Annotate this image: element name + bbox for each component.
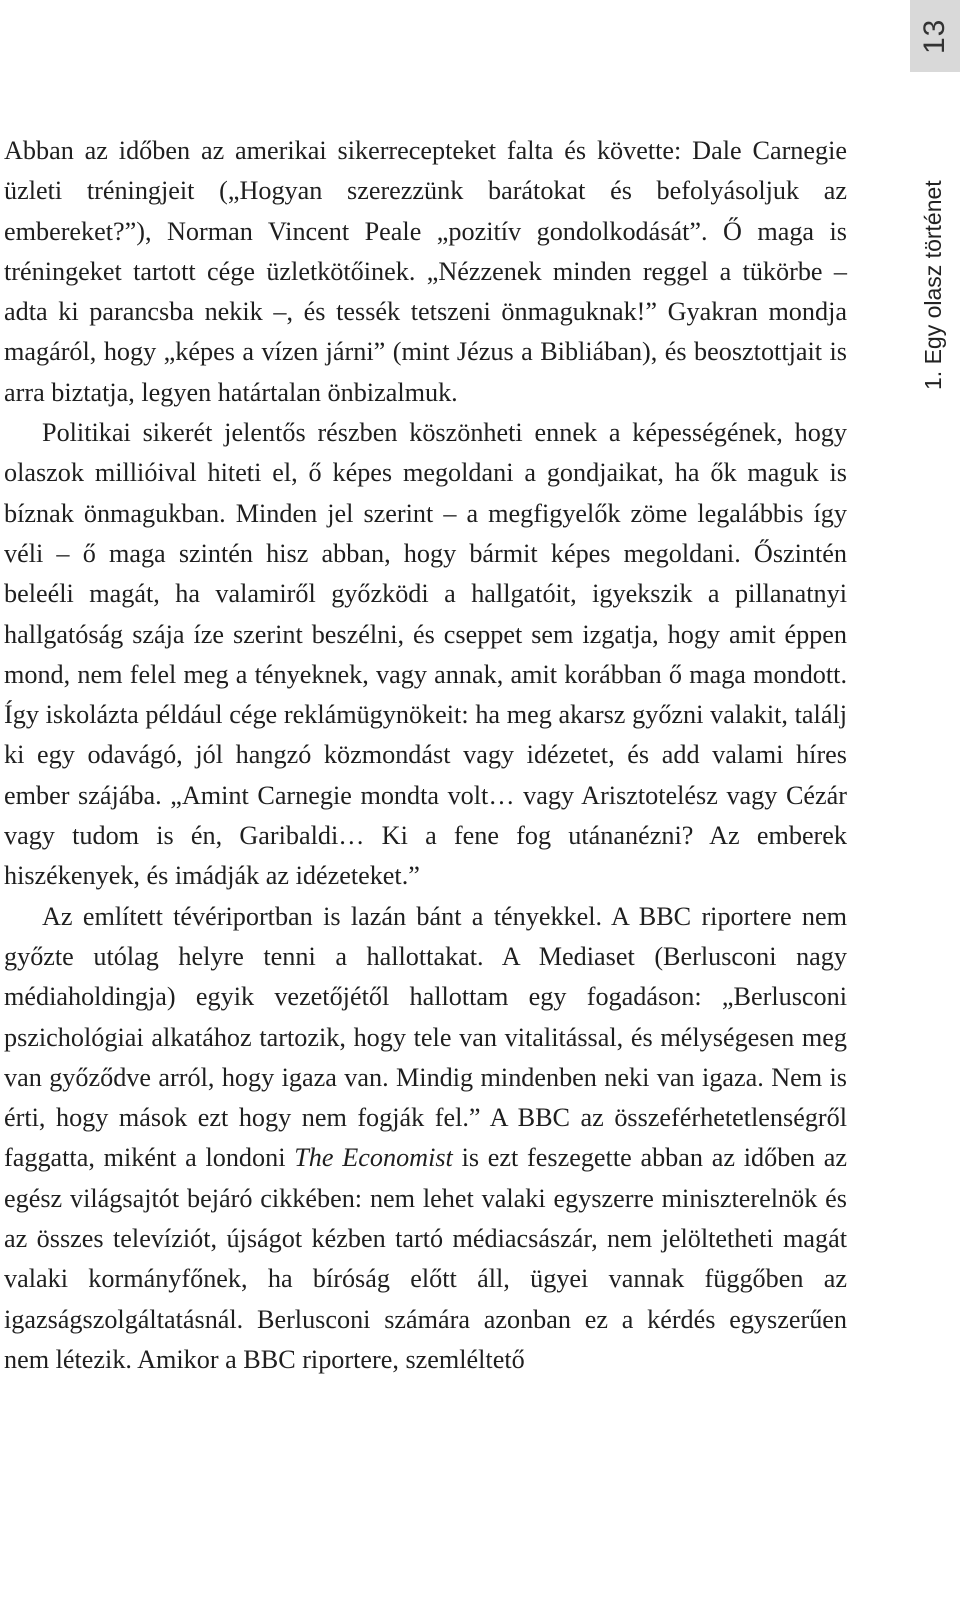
chapter-title: 1. Egy olasz történet: [920, 180, 946, 390]
newspaper-title: The Economist: [294, 1143, 453, 1173]
paragraph-1: Abban az időben az amerikai sikerrecepteket falta és követte: Dale Carnegie üzleti tréningjeit („Hogyan szerezzünk barátokat és befolyásoljuk az embereket?”), Norman Vincent Peale „pozitív gondolkodását”. Ő maga is tréningeket tartott cége üzletkötőinek. „Nézzenek minden reggel a tükörbe – adta ki parancsba nekik –, és tessék tetszeni önmaguknak!” Gyakran mondja magáról, hogy „képes a vízen járni” (mint Jézus a Bibliában), és beosztottjait is arra biztatja, legyen határtalan önbizalmuk.: [4, 136, 847, 407]
page-number: 13: [918, 18, 951, 54]
body-text: [4, 131, 847, 1380]
paragraph-3: [4, 897, 847, 1381]
paragraph-3-text-end: is ezt feszegette abban az időben az egész világsajtót bejáró cikkében: nem lehet valaki egyszerre miniszterelnök és az összes televíziót, újságot kézben tartó médiacsászár, nem jelöltetheti magát valaki kormányfőnek, ha bíróság előtt áll, ügyei vannak függőben az igazságszolgáltatásnál. Berlusconi számára azonban ez a kérdés egyszerűen nem létezik. Amikor a BBC riportere, szemléltető: [4, 1143, 847, 1374]
paragraph-3-text-start: Az említett tévériportban is lazán bánt a tényekkel. A BBC riportere nem győzte utólag helyre tenni a hallottakat. A Mediaset (Berlusconi nagy médiaholdingja) egyik vezetőjétől hallottam egy fogadáson: „Berlusconi pszichológiai alkatához tartozik, hogy tele van vitalitással, és mélységesen meg van győződve arról, hogy igaza van. Mindig mindenben neki van igaza. Nem is érti, hogy mások ezt hogy nem fogják fel.” A BBC az összeférhetetlenségről faggatta, miként a londoni: [4, 901, 847, 1173]
paragraph-2: Politikai sikerét jelentős részben köszönheti ennek a képességének, hogy olaszok millióival hiteti el, ő képes megoldani a gondjaikat, ha ők maguk is bíznak önmagukban. Minden jel szerint – a megfigyelők zöme legalábbis így véli – ő maga szintén hisz abban, hogy bármit képes megoldani. Őszintén beleéli magát, ha valamiről győzködi a hallgatóit, igyekszik a pillanatnyi hallgatóság szája íze szerint beszélni, és cseppet sem izgatja, hogy amit éppen mond, nem felel meg a tényeknek, vagy annak, amit korábban ő maga mondott. Így iskolázta például cége reklámügynökeit: ha meg akarsz győzni valakit, találj ki egy odavágó, jól hangzó közmondást vagy idézetet, és add valami híres ember szájába. „Amint Carnegie mondta volt… vagy Arisztotelész vagy Cézár vagy tudom is én, Garibaldi… Ki a fene fog utánanézni? Az emberek hiszékenyek, és imádják az idézeteket.”: [4, 418, 847, 891]
